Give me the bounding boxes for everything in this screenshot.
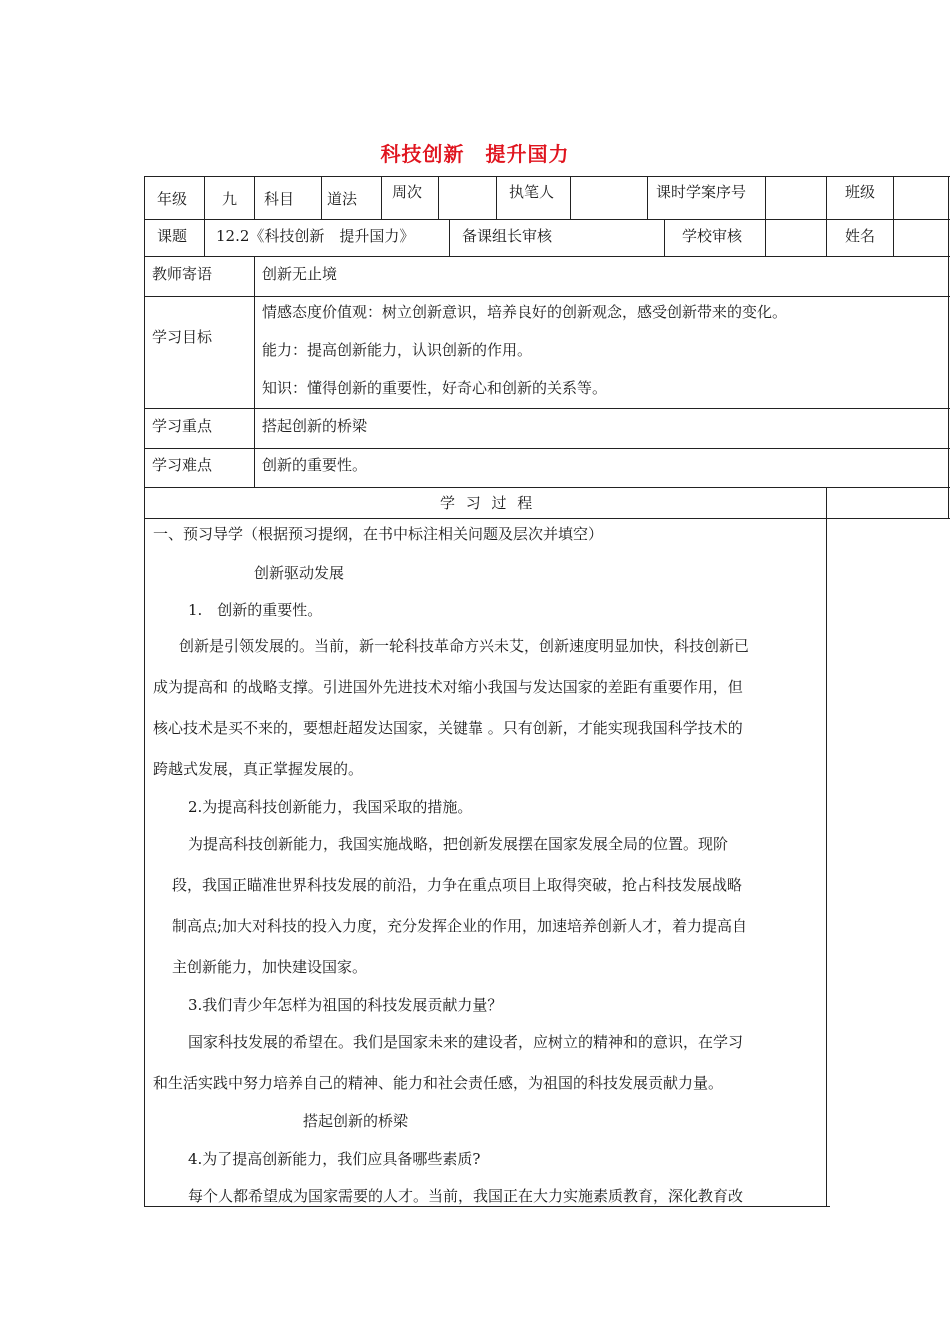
week-label: 周次 <box>392 183 423 201</box>
topic-label: 课题 <box>157 227 188 245</box>
topic-value: 12.2《科技创新 提升国力》 <box>216 227 415 245</box>
paragraph-line: 制高点;加大对科技的投入力度，充分发挥企业的作用，加速培养创新人才，着力提高自 <box>172 917 748 935</box>
question-heading: 4.为了提高创新能力，我们应具备哪些素质? <box>188 1150 481 1168</box>
paragraph-line: 主创新能力，加快建设国家。 <box>172 958 368 976</box>
grade-value: 九 <box>222 190 238 208</box>
lesson-number-label: 课时学案序号 <box>656 183 747 201</box>
intro-line: 一、预习导学（根据预习提纲，在书中标注相关问题及层次并填空） <box>153 525 604 543</box>
paragraph-line: 段，我国正瞄准世界科技发展的前沿，力争在重点项目上取得突破，抢占科技发展战略 <box>172 876 743 894</box>
difficulty-label: 学习难点 <box>152 456 213 474</box>
paragraph-line: 每个人都希望成为国家需要的人才。当前，我国正在大力实施素质教育，深化教育改 <box>188 1187 744 1205</box>
goal-item: 能力：提高创新能力，认识创新的作用。 <box>262 341 533 359</box>
paragraph-line: 为提高科技创新能力，我国实施战略，把创新发展摆在国家发展全局的位置。现阶 <box>188 835 729 853</box>
goal-item: 知识：懂得创新的重要性，好奇心和创新的关系等。 <box>262 379 608 397</box>
grade-label: 年级 <box>157 190 188 208</box>
class-label: 班级 <box>845 183 876 201</box>
paragraph-line: 核心技术是买不来的，要想赶超发达国家，关键靠 。只有创新，才能实现我国科学技术的 <box>153 719 743 737</box>
paragraph-line: 国家科技发展的希望在。我们是国家未来的建设者，应树立的精神和的意识，在学习 <box>188 1033 744 1051</box>
question-heading: 2.为提高科技创新能力，我国采取的措施。 <box>188 798 473 816</box>
process-heading: 学 习 过 程 <box>440 494 536 512</box>
author-label: 执笔人 <box>509 183 555 201</box>
group-review-label: 备课组长审核 <box>462 227 553 245</box>
difficulty-value: 创新的重要性。 <box>262 456 368 474</box>
key-point-label: 学习重点 <box>152 417 213 435</box>
paragraph-line: 成为提高和 的战略支撑。引进国外先进技术对缩小我国与发达国家的差距有重要作用，但 <box>153 678 743 696</box>
subject-value: 道法 <box>327 190 358 208</box>
teacher-message-label: 教师寄语 <box>152 265 213 283</box>
paragraph-line: 跨越式发展，真正掌握发展的。 <box>153 760 364 778</box>
goals-label: 学习目标 <box>152 328 213 346</box>
goal-item: 情感态度价值观：树立创新意识，培养良好的创新观念，感受创新带来的变化。 <box>262 303 788 321</box>
page-title: 科技创新 提升国力 <box>380 142 570 166</box>
key-point-value: 搭起创新的桥梁 <box>262 417 368 435</box>
question-heading: 3.我们青少年怎样为祖国的科技发展贡献力量？ <box>188 996 503 1014</box>
subject-label: 科目 <box>264 190 295 208</box>
paragraph-line: 和生活实践中努力培养自己的精神、能力和社会责任感，为祖国的科技发展贡献力量。 <box>153 1074 724 1092</box>
teacher-message-value: 创新无止境 <box>262 265 338 283</box>
question-heading: 1. 创新的重要性。 <box>188 601 323 619</box>
school-review-label: 学校审核 <box>682 227 743 245</box>
section-heading: 创新驱动发展 <box>254 564 345 582</box>
section-heading: 搭起创新的桥梁 <box>303 1112 409 1130</box>
paragraph-line: 创新是引领发展的。当前，新一轮科技革命方兴未艾，创新速度明显加快，科技创新已 <box>179 637 750 655</box>
name-label: 姓名 <box>845 227 876 245</box>
